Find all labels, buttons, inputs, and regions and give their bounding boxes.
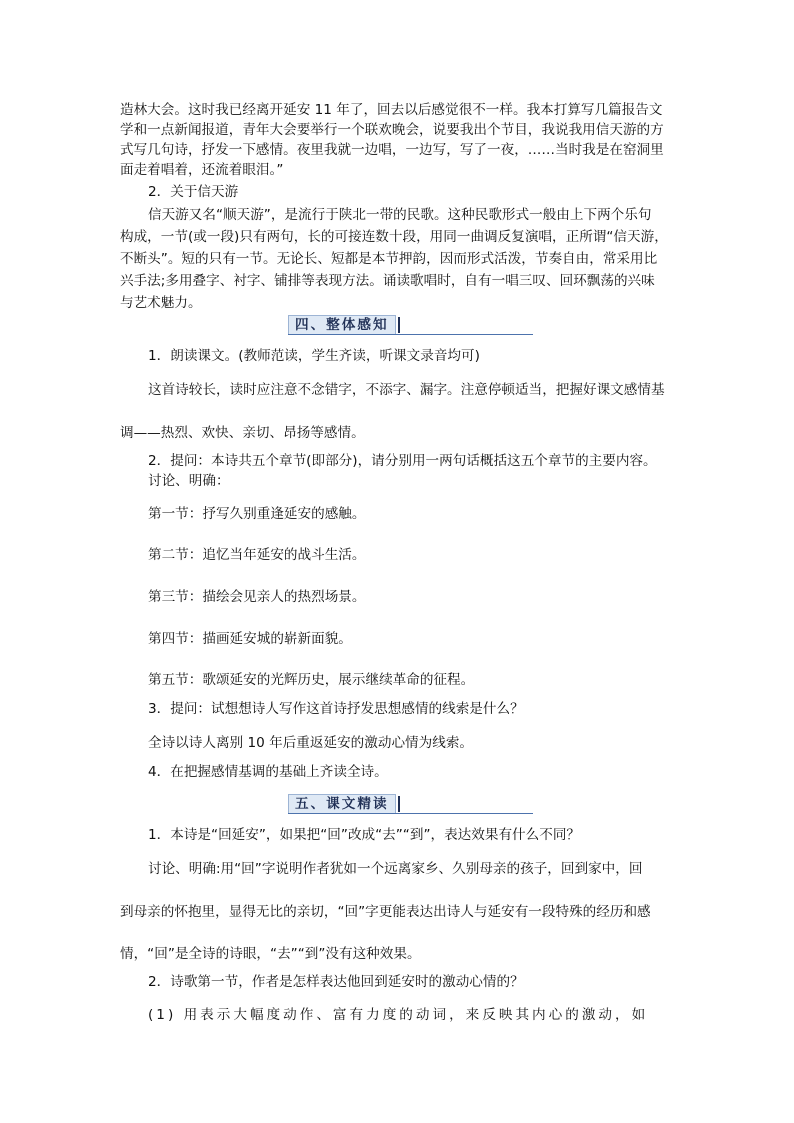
paragraph-line: 全诗以诗人离别 10 年后重返延安的激动心情为线索。 <box>148 735 474 751</box>
section-header-overall <box>288 315 533 335</box>
paragraph-line: 2．提问：本诗共五个章节(即部分)，请分别用一两句话概括这五个章节的主要内容。 <box>148 453 657 469</box>
header-underline <box>288 334 533 335</box>
paragraph-line: 第四节：描画延安城的崭新面貌。 <box>148 631 352 647</box>
paragraph-line: 造林大会。这时我已经离开延安 11 年了，回去以后感觉很不一样。我本打算写几篇报告文 <box>120 102 663 118</box>
paragraph-line: 不断头”。短的只有一节。无论长、短都是本节押韵，因而形式活泼，节奏自由，常采用比 <box>120 251 658 267</box>
paragraph-line: 调——热烈、欢快、亲切、昂扬等感情。 <box>120 425 365 441</box>
header-underline <box>288 813 533 814</box>
paragraph-line: 第一节：抒写久别重逢延安的感触。 <box>148 506 366 522</box>
paragraph-line: (1) 用表示大幅度动作、富有力度的动词，来反映其内心的激动，如 <box>148 1007 649 1023</box>
paragraph-line: 式写几句诗，抒发一下感情。夜里我就一边唱，一边写，写了一夜，……当时我是在窑洞里 <box>120 142 664 158</box>
paragraph-line: 讨论、明确： <box>148 473 230 489</box>
paragraph-line: 第二节：追忆当年延安的战斗生活。 <box>148 547 366 563</box>
paragraph-line: 第三节：描绘会见亲人的热烈场景。 <box>148 589 366 605</box>
paragraph-line: 学和一点新闻报道，青年大会要举行一个联欢晚会，说要我出个节目，我说我用信天游的方 <box>120 122 664 138</box>
paragraph-line: 兴手法;多用叠字、衬字、铺排等表现方法。诵读歌唱时，自有一唱三叹、回环飘荡的兴味 <box>120 273 655 289</box>
paragraph-line: 2．诗歌第一节，作者是怎样表达他回到延安时的激动心情的？ <box>148 974 524 990</box>
section-header-label: 四、整体感知 <box>288 315 396 335</box>
header-divider <box>398 796 400 812</box>
paragraph-line: 第五节：歌颂延安的光辉历史，展示继续革命的征程。 <box>148 672 475 688</box>
section-subtitle: 2．关于信天游 <box>148 184 239 200</box>
paragraph-line: 1．本诗是“回延安”，如果把“回”改成“去”“到”，表达效果有什么不同？ <box>148 827 581 843</box>
section-header-reading <box>288 794 533 814</box>
header-divider <box>398 317 400 333</box>
paragraph-line: 1．朗读课文。(教师范读，学生齐读，听课文录音均可) <box>148 348 480 364</box>
paragraph-line: 这首诗较长，读时应注意不念错字，不添字、漏字。注意停顿适当，把握好课文感情基 <box>148 382 665 398</box>
paragraph-line: 讨论、明确:用“回”字说明作者犹如一个远离家乡、久别母亲的孩子，回到家中，回 <box>148 861 643 877</box>
paragraph-line: 到母亲的怀抱里，显得无比的亲切，“回”字更能表达出诗人与延安有一段特殊的经历和感 <box>120 904 651 920</box>
paragraph-line: 4．在把握感情基调的基础上齐读全诗。 <box>148 764 388 780</box>
paragraph-line: 3．提问：试想想诗人写作这首诗抒发思想感情的线索是什么？ <box>148 701 524 717</box>
paragraph-line: 情，“回”是全诗的诗眼，“去”“到”没有这种效果。 <box>120 946 421 962</box>
paragraph-line: 构成，一节(或一段)只有两句，长的可接连数十段，用同一曲调反复演唱，正所谓“信天游， <box>120 229 668 245</box>
paragraph-line: 与艺术魅力。 <box>120 295 202 311</box>
paragraph-line: 信天游又名“顺天游”，是流行于陕北一带的民歌。这种民歌形式一般由上下两个乐句 <box>148 207 652 223</box>
section-header-label: 五、课文精读 <box>288 794 396 814</box>
paragraph-line: 面走着唱着，还流着眼泪。” <box>120 162 284 178</box>
